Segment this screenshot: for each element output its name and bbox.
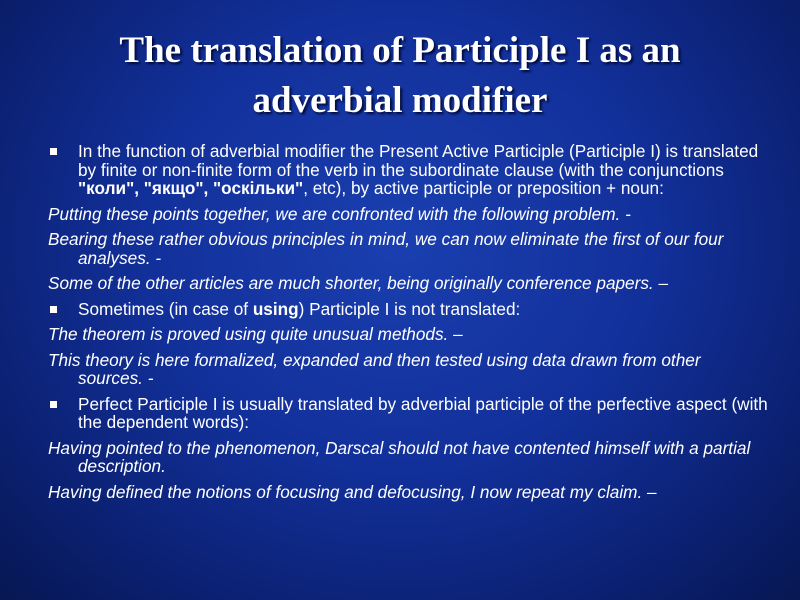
example-sentence: The theorem is proved using quite unusual methods. – <box>48 324 463 344</box>
square-bullet-icon <box>50 148 57 155</box>
bullet-text: ) Participle I is not translated: <box>298 298 521 319</box>
example-sentence: Bearing these rather obvious principles in mind, we can now eliminate the first of our four analyses. - <box>48 229 724 268</box>
bullet-text: Perfect Participle I is usually translated by adverbial participle of the perfective aspect (with the dependent words): <box>78 393 768 432</box>
slide-body <box>48 142 770 508</box>
bullet-bold-text: using <box>252 298 299 319</box>
example-sentence: Some of the other articles are much shorter, being originally conference papers. – <box>48 273 669 293</box>
bullet-item <box>48 300 770 319</box>
bullet-item <box>48 395 770 432</box>
bullet-item <box>48 142 770 198</box>
example-sentence: Having pointed to the phenomenon, Darscal should not have contented himself with a partial description. <box>48 437 751 476</box>
bullet-bold-text: "коли", "якщо", "оскільки" <box>78 178 304 198</box>
square-bullet-icon <box>50 306 57 313</box>
example-sentence: Having defined the notions of focusing and defocusing, I now repeat my claim. – <box>48 481 657 502</box>
example-sentence: This theory is here formalized, expanded and then tested using data drawn from other sources. - <box>48 349 701 388</box>
bullet-text: Sometimes (in case of <box>78 298 253 319</box>
slide-title: The translation of Participle I as an adverbial modifier <box>119 30 681 121</box>
bullet-text: , etc), by active participle or preposition + noun: <box>303 178 664 198</box>
bullet-text: In the function of adverbial modifier the Present Active Participle (Participle I) is translated by finite or non-finite form of the verb in the subordinate clause (with the conjunctions <box>78 141 759 180</box>
example-sentence: Putting these points together, we are confronted with the following problem. - <box>48 203 631 224</box>
square-bullet-icon <box>50 401 57 408</box>
